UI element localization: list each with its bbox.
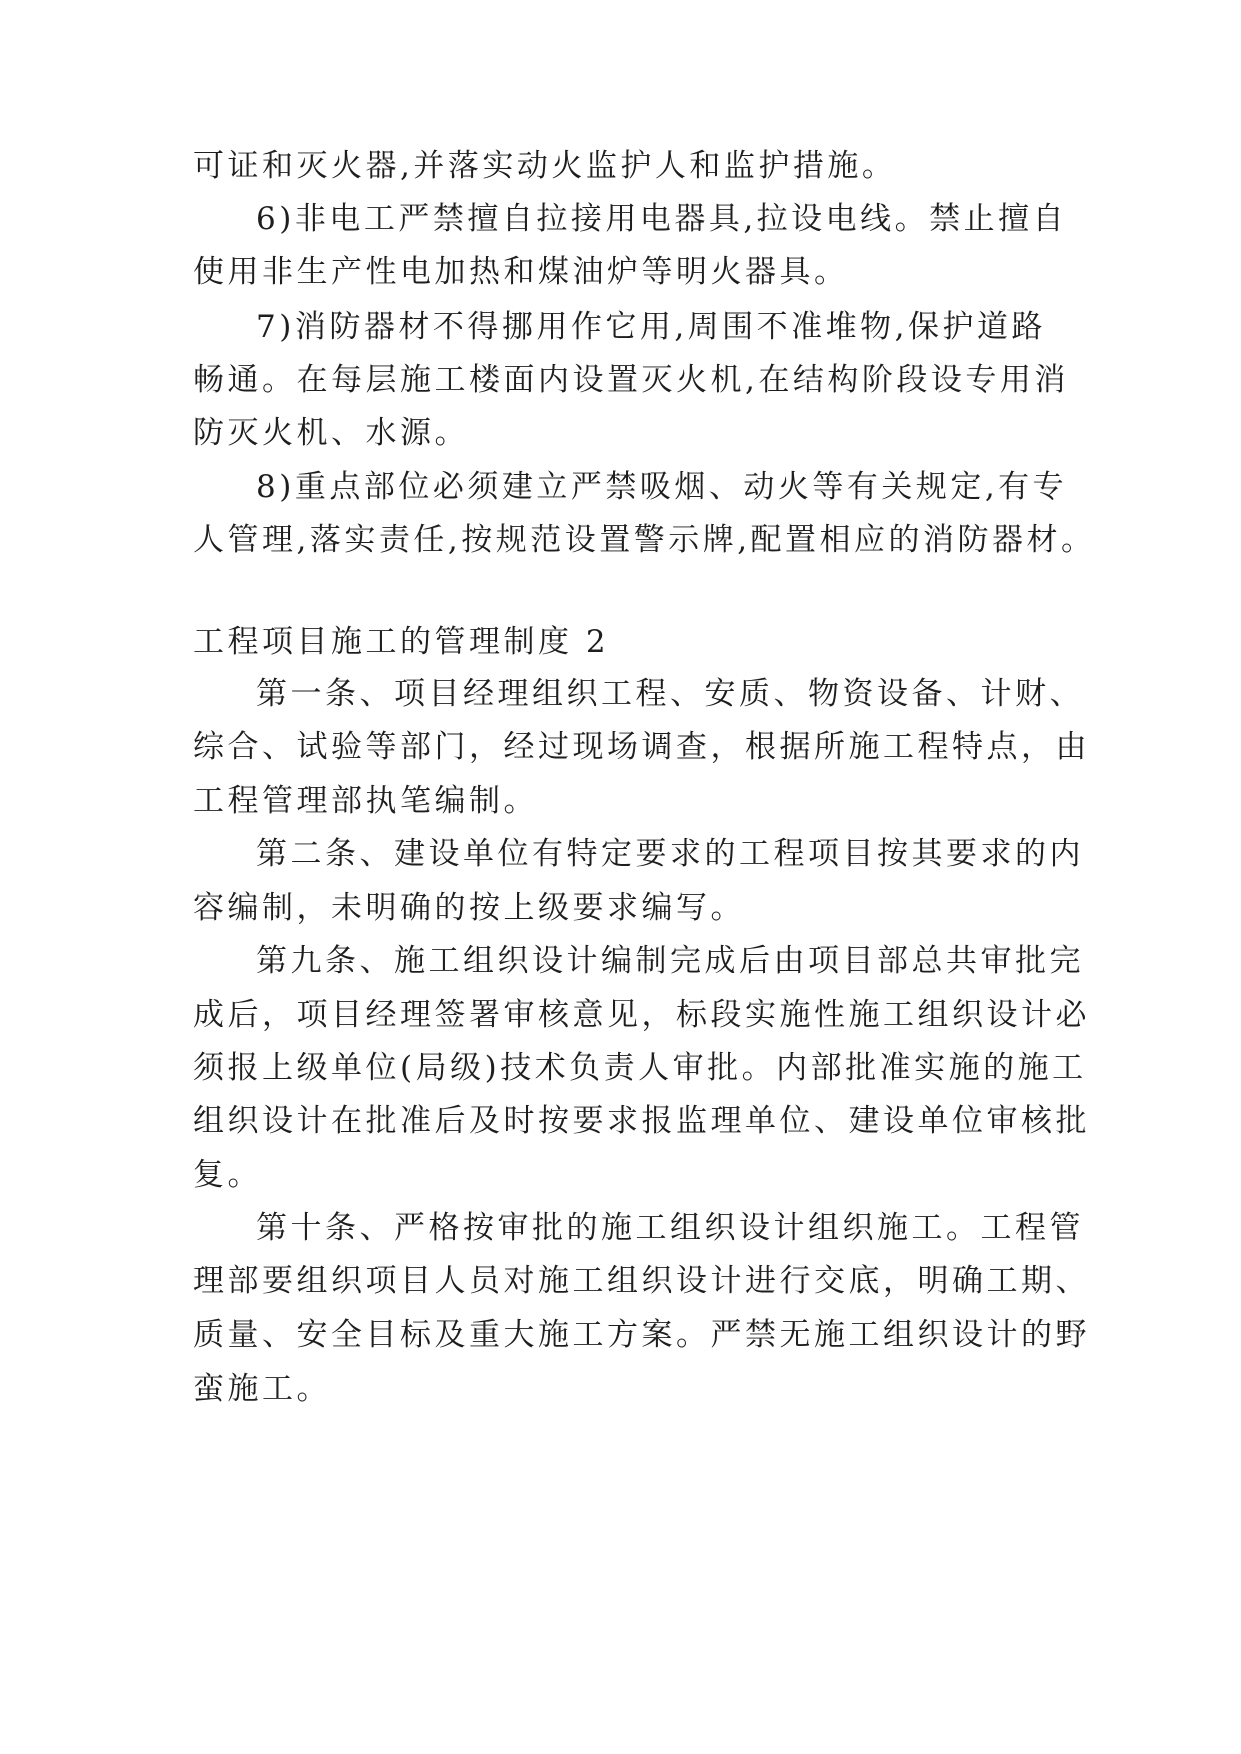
text-line: 工程管理部执笔编制。 (193, 783, 538, 819)
text-line: 6)非电工严禁擅自拉接用电器具,拉设电线。禁止擅自 (256, 201, 1068, 237)
section-heading: 工程项目施工的管理制度 2 (193, 624, 610, 660)
text-line: 组织设计在批准后及时按要求报监理单位、建设单位审核批 (193, 1103, 1090, 1139)
text-line: 7)消防器材不得挪用作它用,周围不准堆物,保护道路 (256, 309, 1047, 345)
text-line: 第十条、严格按审批的施工组织设计组织施工。工程管 (256, 1210, 1084, 1246)
text-line: 成后，项目经理签署审核意见，标段实施性施工组织设计必 (193, 997, 1090, 1033)
text-line: 理部要组织项目人员对施工组织设计进行交底，明确工期、 (193, 1263, 1090, 1299)
text-line: 第九条、施工组织设计编制完成后由项目部总共审批完 (256, 943, 1084, 979)
text-line: 人管理,落实责任,按规范设置警示牌,配置相应的消防器材。 (193, 522, 1096, 558)
text-line: 可证和灭火器,并落实动火监护人和监护措施。 (193, 148, 897, 184)
text-line: 第二条、建设单位有特定要求的工程项目按其要求的内 (256, 836, 1084, 872)
text-line: 防灭火机、水源。 (193, 415, 469, 451)
text-line: 综合、试验等部门，经过现场调查，根据所施工程特点，由 (193, 729, 1090, 765)
text-line: 须报上级单位(局级)技术负责人审批。内部批准实施的施工 (193, 1050, 1087, 1086)
text-line: 质量、安全目标及重大施工方案。严禁无施工组织设计的野 (193, 1317, 1090, 1353)
text-line: 蛮施工。 (193, 1371, 331, 1407)
text-line: 8)重点部位必须建立严禁吸烟、动火等有关规定,有专 (256, 469, 1068, 505)
text-line: 第一条、项目经理组织工程、安质、物资设备、计财、 (256, 676, 1084, 712)
text-line: 使用非生产性电加热和煤油炉等明火器具。 (193, 254, 849, 290)
text-line: 畅通。在每层施工楼面内设置灭火机,在结构阶段设专用消 (193, 362, 1069, 398)
text-line: 容编制，未明确的按上级要求编写。 (193, 890, 745, 926)
text-line: 复。 (193, 1157, 262, 1193)
